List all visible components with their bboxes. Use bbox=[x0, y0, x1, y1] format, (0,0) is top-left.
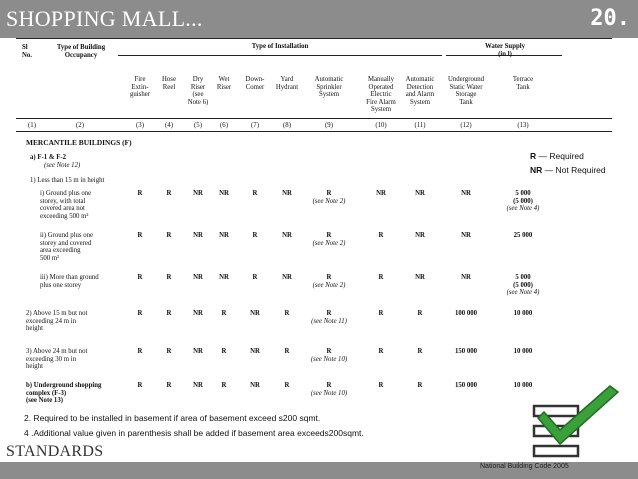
column-number: (13) bbox=[517, 122, 529, 129]
table-cell: R bbox=[284, 348, 290, 355]
table-cell: 100 000 bbox=[454, 310, 478, 317]
table-cell: NR bbox=[415, 232, 425, 239]
table-cell: R bbox=[137, 232, 143, 239]
table-cell: 10 000 bbox=[513, 310, 533, 317]
cell-line: (see Note 2) bbox=[312, 281, 346, 289]
table-cell: 150 000 bbox=[454, 348, 478, 355]
table-cell: NR bbox=[219, 232, 229, 239]
table-cell: NR bbox=[219, 274, 229, 281]
building-type-header: Type of Building Occupancy bbox=[56, 44, 106, 59]
table-cell: R bbox=[378, 310, 384, 317]
table-cell: R bbox=[137, 348, 143, 355]
table-cell: R bbox=[378, 382, 384, 389]
table-cell: R bbox=[137, 274, 143, 281]
table-cell: R bbox=[252, 232, 258, 239]
cell-line: R bbox=[326, 190, 332, 197]
table-cell: R bbox=[284, 382, 290, 389]
cell-line: (5 000) bbox=[513, 281, 533, 289]
cell-line: (see Note 11) bbox=[311, 317, 347, 325]
row-label: 2) Above 15 m but not exceeding 24 m in height bbox=[26, 310, 88, 333]
cell-line: (see Note 4) bbox=[506, 205, 540, 213]
note-4: 4 .Additional value given in parenthesis shall be added if basement area exceeds200sqmt. bbox=[24, 428, 364, 438]
table-cell: 25 000 bbox=[513, 232, 533, 239]
column-number: (12) bbox=[460, 122, 472, 129]
cell-line: R bbox=[326, 382, 332, 389]
table-cell: R bbox=[137, 310, 143, 317]
column-header: Automatic Detection and Alarm System bbox=[405, 76, 435, 106]
table-cell: R bbox=[378, 348, 384, 355]
section-heading: MERCANTILE BUILDINGS (F) bbox=[26, 138, 132, 147]
table-cell: 150 000 bbox=[454, 382, 478, 389]
table-cell: NR bbox=[461, 190, 471, 197]
table-cell: R bbox=[137, 382, 143, 389]
table-cell: 10 000 bbox=[513, 348, 533, 355]
table-cell bbox=[500, 274, 546, 297]
table-cell: R bbox=[221, 382, 227, 389]
table-cell: NR bbox=[282, 232, 292, 239]
legend-meaning-r: — Required bbox=[538, 151, 584, 161]
table-cell: R bbox=[137, 190, 143, 197]
table-cell: R bbox=[417, 382, 423, 389]
slide-number: 20. bbox=[590, 6, 630, 31]
legend-not-required bbox=[530, 165, 606, 175]
column-number: (5) bbox=[194, 122, 202, 129]
row-label: ii) Ground plus one storey and covered area exceeding 500 m² bbox=[40, 232, 94, 262]
column-number: (10) bbox=[375, 122, 387, 129]
table-cell bbox=[306, 190, 352, 205]
table-top-rule bbox=[16, 38, 612, 39]
cell-line: R bbox=[326, 274, 332, 281]
column-header: Fire Extin- guisher bbox=[129, 76, 150, 99]
legend-required bbox=[530, 151, 584, 161]
column-header: Manually Operated Electric Fire Alarm System bbox=[366, 76, 396, 114]
cell-line: (see Note 2) bbox=[312, 239, 346, 247]
table-cell: R bbox=[221, 348, 227, 355]
cell-line: (see Note 4) bbox=[506, 289, 540, 297]
column-header: Wet Riser bbox=[216, 76, 232, 91]
table-cell bbox=[306, 232, 352, 247]
column-number: (2) bbox=[76, 122, 84, 129]
table-cell bbox=[306, 382, 352, 397]
cell-line: R bbox=[326, 232, 332, 239]
table-cell: NR bbox=[282, 190, 292, 197]
cell-line: (see Note 10) bbox=[310, 389, 348, 397]
column-number: (6) bbox=[220, 122, 228, 129]
column-number: (3) bbox=[136, 122, 144, 129]
column-header: Hose Reel bbox=[162, 76, 176, 91]
install-underline bbox=[118, 55, 442, 56]
table-cell: R bbox=[221, 310, 227, 317]
table-cell bbox=[306, 310, 352, 325]
column-header: Underground Static Water Storage Tank bbox=[447, 76, 485, 106]
table-cell: NR bbox=[250, 310, 260, 317]
table-cell: NR bbox=[461, 232, 471, 239]
table-cell: NR bbox=[193, 274, 203, 281]
legend-meaning-nr: — Not Required bbox=[544, 165, 606, 175]
table-cell: NR bbox=[250, 348, 260, 355]
column-number: (8) bbox=[283, 122, 291, 129]
table-cell: R bbox=[284, 310, 290, 317]
slide-title: SHOPPING MALL... bbox=[6, 6, 203, 31]
table-cell: NR bbox=[282, 274, 292, 281]
footer-source: National Building Code 2005 bbox=[480, 463, 569, 470]
column-header: Automatic Sprinkler System bbox=[314, 76, 344, 99]
checkmark-icon bbox=[530, 382, 630, 462]
table-cell: NR bbox=[415, 190, 425, 197]
subsection-a: a) F-1 & F-2 bbox=[30, 154, 67, 161]
table-cell: NR bbox=[219, 190, 229, 197]
subsection-a-note: (see Note 12) bbox=[44, 162, 81, 169]
table-cell bbox=[306, 348, 352, 363]
table-cell: NR bbox=[193, 348, 203, 355]
table-cell: R bbox=[252, 274, 258, 281]
table-cell: NR bbox=[461, 274, 471, 281]
table-cell: R bbox=[166, 348, 172, 355]
table-cell: NR bbox=[376, 190, 386, 197]
column-header: Down- Comer bbox=[245, 76, 265, 91]
legend-abbr-r: R bbox=[530, 151, 537, 161]
column-number: (4) bbox=[165, 122, 173, 129]
table-cell: R bbox=[166, 190, 172, 197]
row-label: iii) More than ground plus one storey bbox=[40, 274, 99, 289]
table-cell: R bbox=[166, 232, 172, 239]
column-number: (9) bbox=[325, 122, 333, 129]
table-cell: R bbox=[252, 190, 258, 197]
table-cell: NR bbox=[193, 382, 203, 389]
colnum-rule bbox=[16, 131, 612, 132]
row-label: 3) Above 24 m but not exceeding 30 m in height bbox=[26, 348, 88, 371]
table-cell: R bbox=[166, 382, 172, 389]
cell-line: R bbox=[326, 310, 332, 317]
cell-line: 5 000 bbox=[515, 274, 531, 281]
table-cell: NR bbox=[193, 310, 203, 317]
cell-line: (5 000) bbox=[513, 197, 533, 205]
column-header: Dry Riser (see Note 6) bbox=[187, 76, 209, 106]
cell-line: R bbox=[326, 348, 332, 355]
table-cell: R bbox=[378, 274, 384, 281]
header-rule bbox=[16, 118, 612, 119]
sl-no-header: Sl No. bbox=[22, 44, 33, 59]
table-cell: 10 000 bbox=[513, 382, 533, 389]
section-label: STANDARDS bbox=[6, 443, 104, 460]
table-cell: R bbox=[166, 274, 172, 281]
table-cell: NR bbox=[415, 274, 425, 281]
column-number: (1) bbox=[28, 122, 36, 129]
column-number: (11) bbox=[414, 122, 426, 129]
installation-group-header: Type of Installation bbox=[251, 43, 309, 50]
table-cell: NR bbox=[193, 232, 203, 239]
cell-line: (see Note 2) bbox=[312, 197, 346, 205]
cell-line: 5 000 bbox=[515, 190, 531, 197]
table-cell: R bbox=[417, 310, 423, 317]
column-header: Yard Hydrant bbox=[275, 76, 299, 91]
table-cell: NR bbox=[250, 382, 260, 389]
cell-line: (see Note 10) bbox=[310, 355, 348, 363]
table-cell bbox=[306, 274, 352, 289]
column-header: Terrace Tank bbox=[512, 76, 534, 91]
table-cell: R bbox=[417, 348, 423, 355]
water-group-header: Water Supply (in l) bbox=[484, 43, 526, 58]
table-cell bbox=[500, 190, 546, 213]
row-label: i) Ground plus one storey, with total covered area not exceeding 500 m² bbox=[40, 190, 92, 220]
table-cell: R bbox=[166, 310, 172, 317]
table-cell: R bbox=[378, 232, 384, 239]
note-2: 2. Required to be installed in basement if area of basement exceed s200 sqmt. bbox=[24, 413, 321, 423]
subsection-1: 1) Less than 15 m in height bbox=[30, 177, 105, 184]
column-number: (7) bbox=[251, 122, 259, 129]
table-cell: NR bbox=[193, 190, 203, 197]
legend-abbr-nr: NR bbox=[530, 165, 543, 175]
row-label: b) Underground shopping complex (F-3) (see Note 13) bbox=[26, 382, 102, 405]
